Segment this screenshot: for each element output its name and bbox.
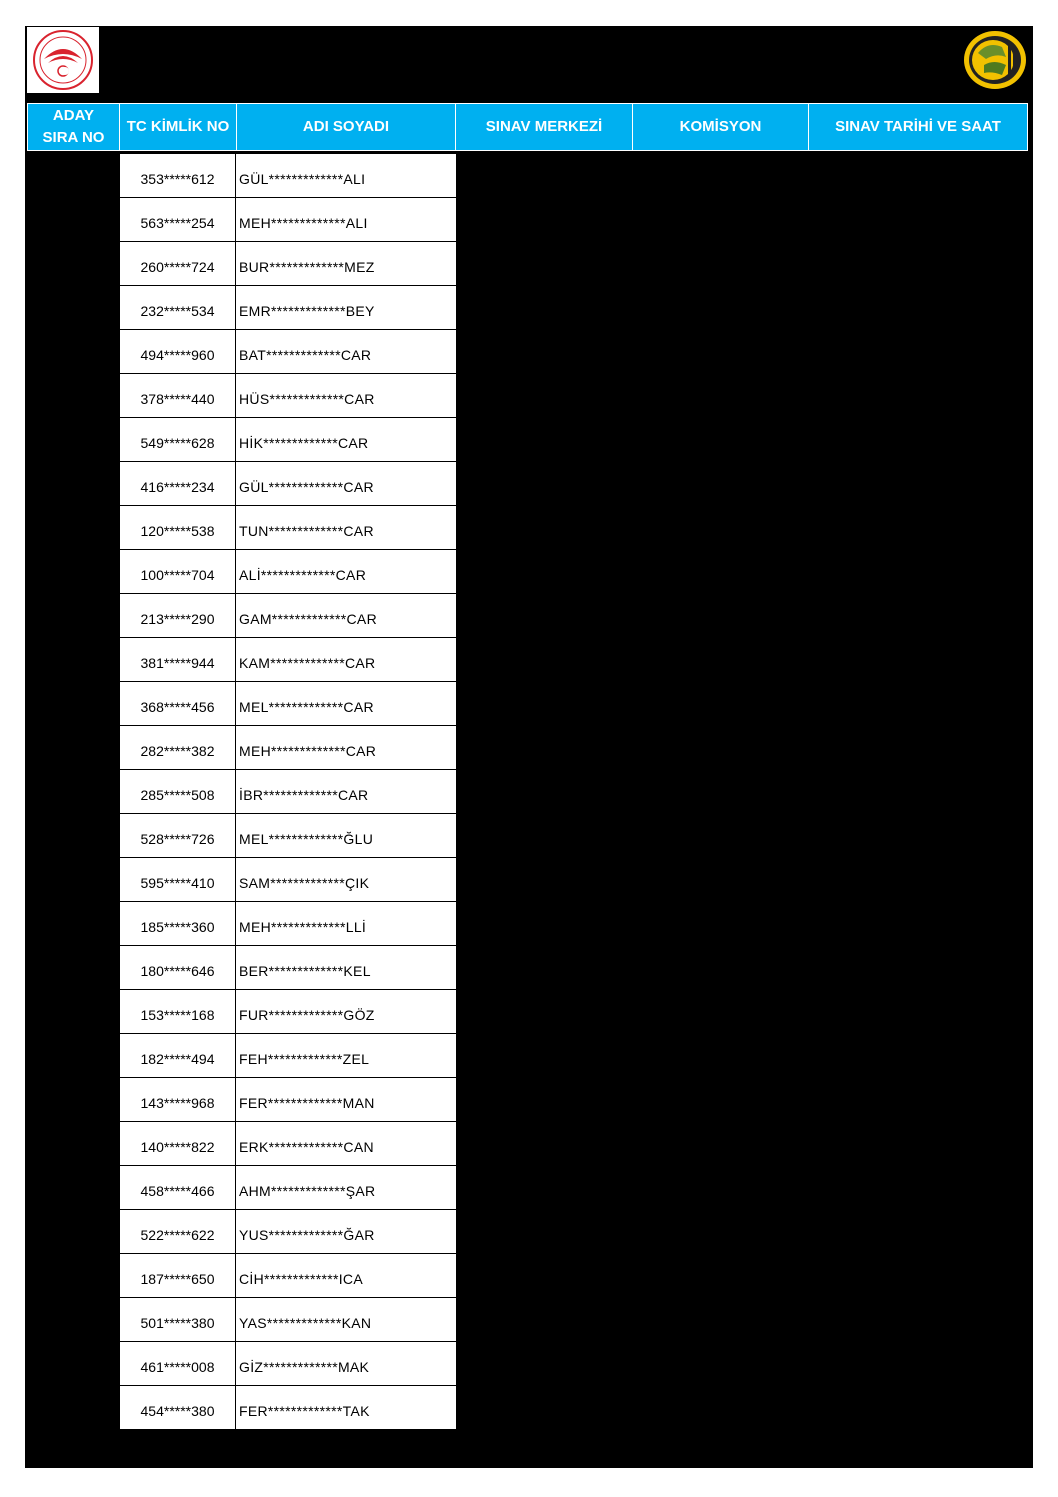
table-row bbox=[120, 858, 456, 901]
tc-kimlik-cell: 416*****234 bbox=[120, 462, 236, 505]
table-row bbox=[120, 462, 456, 505]
tc-kimlik-cell: 381*****944 bbox=[120, 638, 236, 681]
adi-soyadi-cell: ERK*************CAN bbox=[239, 1138, 374, 1155]
table-row bbox=[120, 814, 456, 857]
tc-kimlik-cell: 185*****360 bbox=[120, 902, 236, 945]
table-row bbox=[120, 770, 456, 813]
table-row bbox=[120, 594, 456, 637]
table-row bbox=[120, 286, 456, 329]
adi-soyadi-cell: SAM*************ÇIK bbox=[239, 874, 370, 891]
table-row bbox=[120, 682, 456, 725]
tc-kimlik-cell: 522*****622 bbox=[120, 1210, 236, 1253]
tc-kimlik-cell: 563*****254 bbox=[120, 198, 236, 241]
table-row bbox=[120, 330, 456, 373]
adi-soyadi-cell: HİK*************CAR bbox=[239, 434, 369, 451]
tc-kimlik-cell: 182*****494 bbox=[120, 1034, 236, 1077]
header-komisyon: KOMİSYON bbox=[632, 103, 809, 151]
table-row bbox=[120, 946, 456, 989]
header-sinav-merkezi: SINAV MERKEZİ bbox=[455, 103, 633, 151]
table-row bbox=[120, 550, 456, 593]
table-row bbox=[120, 1210, 456, 1253]
adi-soyadi-cell: YAS*************KAN bbox=[239, 1314, 372, 1331]
adi-soyadi-cell: CİH*************ICA bbox=[239, 1270, 363, 1287]
tc-kimlik-cell: 461*****008 bbox=[120, 1342, 236, 1385]
tc-kimlik-cell: 285*****508 bbox=[120, 770, 236, 813]
adi-soyadi-cell: GÜL*************CAR bbox=[239, 478, 374, 495]
adi-soyadi-cell: FUR*************GÖZ bbox=[239, 1006, 375, 1023]
header-aday-line2: SIRA NO bbox=[42, 129, 105, 146]
adi-soyadi-cell: MEH*************LLİ bbox=[239, 918, 367, 935]
tc-kimlik-cell: 458*****466 bbox=[120, 1166, 236, 1209]
adi-soyadi-cell: TUN*************CAR bbox=[239, 522, 374, 539]
adi-soyadi-cell: YUS*************ĞAR bbox=[239, 1226, 375, 1243]
table-row bbox=[120, 418, 456, 461]
adi-soyadi-cell: MEL*************CAR bbox=[239, 698, 374, 715]
header-sinav-tarihi: SINAV TARİHİ VE SAAT bbox=[808, 103, 1028, 151]
tc-kimlik-cell: 180*****646 bbox=[120, 946, 236, 989]
tc-kimlik-cell: 213*****290 bbox=[120, 594, 236, 637]
tc-kimlik-cell: 100*****704 bbox=[120, 550, 236, 593]
table-row bbox=[120, 1342, 456, 1385]
ministry-emblem-icon bbox=[27, 27, 99, 93]
tc-kimlik-cell: 232*****534 bbox=[120, 286, 236, 329]
tc-kimlik-cell: 528*****726 bbox=[120, 814, 236, 857]
table-row bbox=[120, 1034, 456, 1077]
table-row bbox=[120, 1254, 456, 1297]
table-row bbox=[120, 726, 456, 769]
tc-kimlik-cell: 187*****650 bbox=[120, 1254, 236, 1297]
dsim-logo-icon bbox=[961, 27, 1029, 93]
adi-soyadi-cell: ALİ*************CAR bbox=[239, 566, 367, 583]
adi-soyadi-cell: KAM*************CAR bbox=[239, 654, 376, 671]
adi-soyadi-cell: GÜL*************ALI bbox=[239, 170, 366, 187]
tc-kimlik-cell: 494*****960 bbox=[120, 330, 236, 373]
adi-soyadi-cell: BER*************KEL bbox=[239, 962, 371, 979]
adi-soyadi-cell: GİZ*************MAK bbox=[239, 1358, 370, 1375]
adi-soyadi-cell: GAM*************CAR bbox=[239, 610, 377, 627]
table-row bbox=[120, 506, 456, 549]
table-row bbox=[120, 374, 456, 417]
adi-soyadi-cell: EMR*************BEY bbox=[239, 302, 375, 319]
tc-kimlik-cell: 140*****822 bbox=[120, 1122, 236, 1165]
tc-kimlik-cell: 353*****612 bbox=[120, 154, 236, 197]
adi-soyadi-cell: İBR*************CAR bbox=[239, 786, 369, 803]
adi-soyadi-cell: AHM*************ŞAR bbox=[239, 1182, 376, 1199]
tc-kimlik-cell: 153*****168 bbox=[120, 990, 236, 1033]
tc-kimlik-cell: 260*****724 bbox=[120, 242, 236, 285]
adi-soyadi-cell: FEH*************ZEL bbox=[239, 1050, 370, 1067]
adi-soyadi-cell: MEH*************CAR bbox=[239, 742, 377, 759]
adi-soyadi-cell: HÜS*************CAR bbox=[239, 390, 375, 407]
tc-kimlik-cell: 143*****968 bbox=[120, 1078, 236, 1121]
tc-kimlik-cell: 454*****380 bbox=[120, 1386, 236, 1429]
table-row bbox=[120, 1078, 456, 1121]
table-row bbox=[120, 1122, 456, 1165]
table-row bbox=[120, 1386, 456, 1429]
adi-soyadi-cell: MEH*************ALI bbox=[239, 214, 368, 231]
table-row bbox=[120, 990, 456, 1033]
header-tc-kimlik-no: TC KİMLİK NO bbox=[119, 103, 237, 151]
table-row bbox=[120, 242, 456, 285]
header-aday-sira-no bbox=[27, 103, 120, 151]
table-row bbox=[120, 1166, 456, 1209]
tc-kimlik-cell: 501*****380 bbox=[120, 1298, 236, 1341]
table-row bbox=[120, 638, 456, 681]
tc-kimlik-cell: 120*****538 bbox=[120, 506, 236, 549]
header-aday-line1: ADAY bbox=[52, 107, 95, 124]
tc-kimlik-cell: 549*****628 bbox=[120, 418, 236, 461]
tc-kimlik-cell: 378*****440 bbox=[120, 374, 236, 417]
adi-soyadi-cell: BAT*************CAR bbox=[239, 346, 372, 363]
header-adi-soyadi: ADI SOYADI bbox=[236, 103, 456, 151]
tc-kimlik-cell: 282*****382 bbox=[120, 726, 236, 769]
tc-kimlik-cell: 368*****456 bbox=[120, 682, 236, 725]
table-row bbox=[120, 198, 456, 241]
table-row bbox=[120, 902, 456, 945]
tc-kimlik-cell: 595*****410 bbox=[120, 858, 236, 901]
adi-soyadi-cell: BUR*************MEZ bbox=[239, 258, 375, 275]
adi-soyadi-cell: FER*************TAK bbox=[239, 1402, 370, 1419]
table-row bbox=[120, 154, 456, 197]
adi-soyadi-cell: MEL*************ĞLU bbox=[239, 830, 374, 847]
table-row bbox=[120, 1298, 456, 1341]
adi-soyadi-cell: FER*************MAN bbox=[239, 1094, 375, 1111]
